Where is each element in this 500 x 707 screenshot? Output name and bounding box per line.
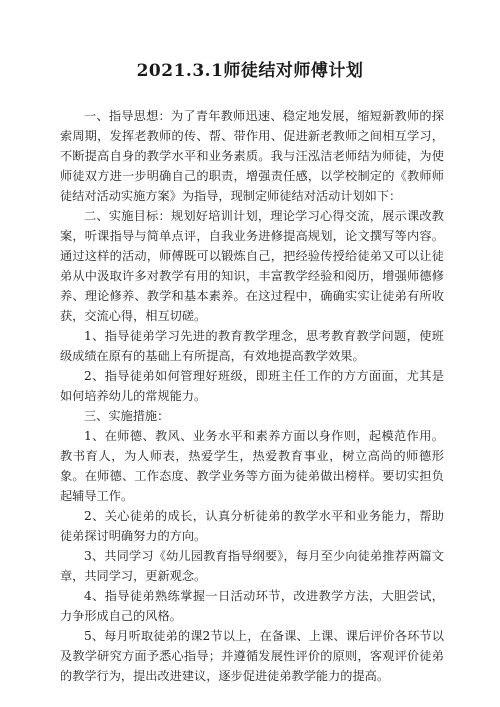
document-title: 2021.3.1师徒结对师傅计划 — [136, 61, 364, 81]
paragraph-goal-1: 1、指导徒弟学习先进的教育教学理念，思考教育教学问题，使班级成绩在原有的基础上有所提高，有效地提高教学效果。 — [60, 329, 444, 363]
paragraph-implementation-goals: 二、实施目标：规划好培训计划，理论学习心得交流，展示课改教案，听课指导与简单点评，自我业务进修提高规划，论文撰写等内容。通过这样的活动，师傅既可以锻炼自己，把经验传授给徒弟又可以让徒弟从中汲取许多对教学有用的知识，丰富教学经验和阅历，增强师德修养、理论修养、教学和基本素养。在这过程中，确确实实让徒弟有所收获，交流心得，相互切磋。 — [60, 209, 444, 323]
paragraph-measure-4: 4、指导徒弟熟练掌握一日活动环节，改进教学方法，大胆尝试，力争形成自己的风格。 — [60, 589, 444, 623]
paragraph-goal-2: 2、指导徒弟如何管理好班级，即班主任工作的方方面面，尤其是如何培养幼儿的常规能力。 — [60, 369, 444, 403]
section-heading-measures: 三、实施措施： — [84, 409, 170, 423]
paragraph-guiding-thought: 一、指导思想：为了青年教师迅速、稳定地发展，缩短新教师的探索周期，发挥老教师的传、帮、带作用、促进新老教师之间相互学习，不断提高自身的教学水平和业务素质。我与汪泓洁老师结为师徒，为使师徒双方进一步明确自己的职责，增强责任感，以学校制定的《教师师徒结对活动实施方案》为指导，现制定师徒结对活动计划如下： — [60, 109, 444, 203]
paragraph-measure-5: 5、每月听取徒弟的课2节以上，在备课、上课、课后评价各环节以及教学研究方面予悉心指导；并遵循发展性评价的原则，客观评价徒弟的教学行为，提出改进建议，逐步促进徒弟教学能力的提高。 — [60, 629, 444, 683]
paragraph-measure-3: 3、共同学习《幼儿园教育指导纲要》，每月至少向徒弟推荐两篇文章，共同学习，更新观念。 — [60, 549, 444, 583]
document-body — [60, 106, 444, 686]
paragraph-measure-2: 2、关心徒弟的成长，认真分析徒弟的教学水平和业务能力，帮助徒弟探讨明确努力的方向。 — [60, 509, 444, 543]
paragraph-measure-1: 1、在师德、教风、业务水平和素养方面以身作则，起模范作用。教书育人，为人师表，热爱学生，热爱教育事业，树立高尚的师德形象。在师德、工作态度、教学业务等方面为徒弟做出榜样。要切实担负起辅导工作。 — [60, 429, 444, 503]
